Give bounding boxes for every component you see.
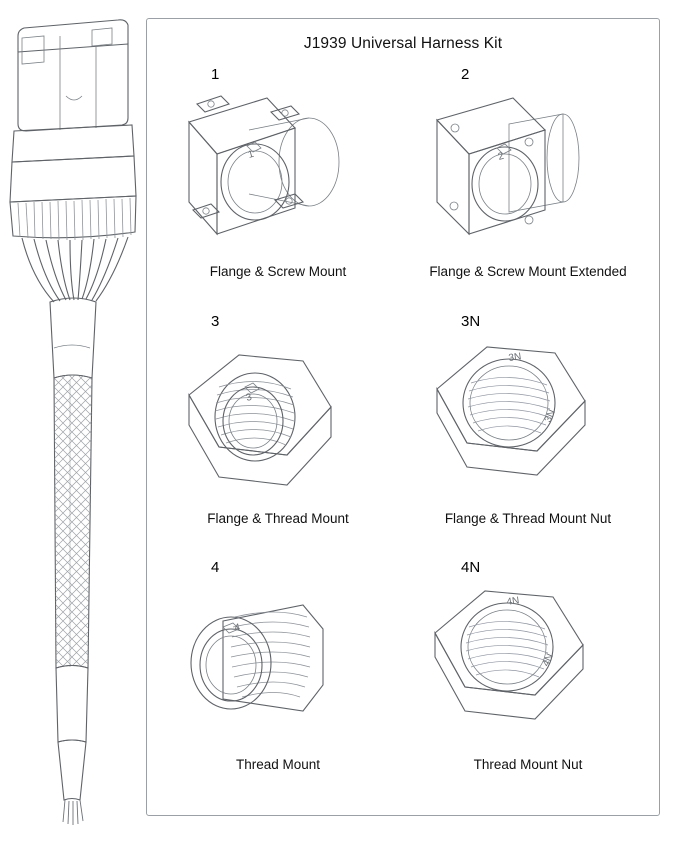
kit-title: J1939 Universal Harness Kit [303,35,503,52]
part-item [153,65,403,312]
flange-screw-mount-art [163,84,393,262]
svg-text:4: 4 [233,622,241,635]
svg-text:2: 2 [496,150,506,163]
cable-tip [58,740,86,825]
connector-head [18,20,128,131]
strain-relief-boot [50,298,96,378]
svg-text:3N: 3N [542,407,558,424]
part-label: Thread Mount Nut [473,757,583,773]
svg-text:3: 3 [244,391,254,404]
part-item [153,558,403,805]
harness-kit-panel [146,18,660,816]
part-index: 4N [461,559,481,577]
parts-grid [153,65,653,805]
part-index: 3N [461,312,481,330]
svg-text:1: 1 [246,148,256,161]
flange-screw-mount-extended-art [413,84,643,262]
part-index: 4 [211,559,220,577]
part-item [403,312,653,559]
braided-cable [54,375,92,668]
wire-bundle [22,237,128,302]
thread-mount-art [163,577,393,755]
part-index: 2 [461,66,470,83]
svg-text:4N: 4N [540,652,556,669]
thread-mount-nut-art [413,577,643,755]
svg-text:3N: 3N [507,350,523,364]
flange-thread-mount-art [163,331,393,509]
part-item [153,312,403,559]
svg-text:4N: 4N [505,595,521,609]
part-label: Thread Mount [235,757,321,773]
part-label: Flange & Screw Mount [209,264,347,279]
part-index: 3 [211,312,220,330]
part-item [403,65,653,312]
part-label: Flange & Thread Mount Nut [444,510,612,526]
cable-end-boot [56,666,88,743]
part-index: 1 [211,66,220,83]
part-label: Flange & Screw Mount Extended [429,264,627,279]
knurled-ring [10,196,136,240]
harness-illustration [0,0,148,842]
flange-thread-mount-nut-art [413,331,643,509]
connector-collar [10,125,136,202]
part-label: Flange & Thread Mount [207,510,349,526]
stripped-wires [63,800,83,825]
part-item [403,558,653,805]
